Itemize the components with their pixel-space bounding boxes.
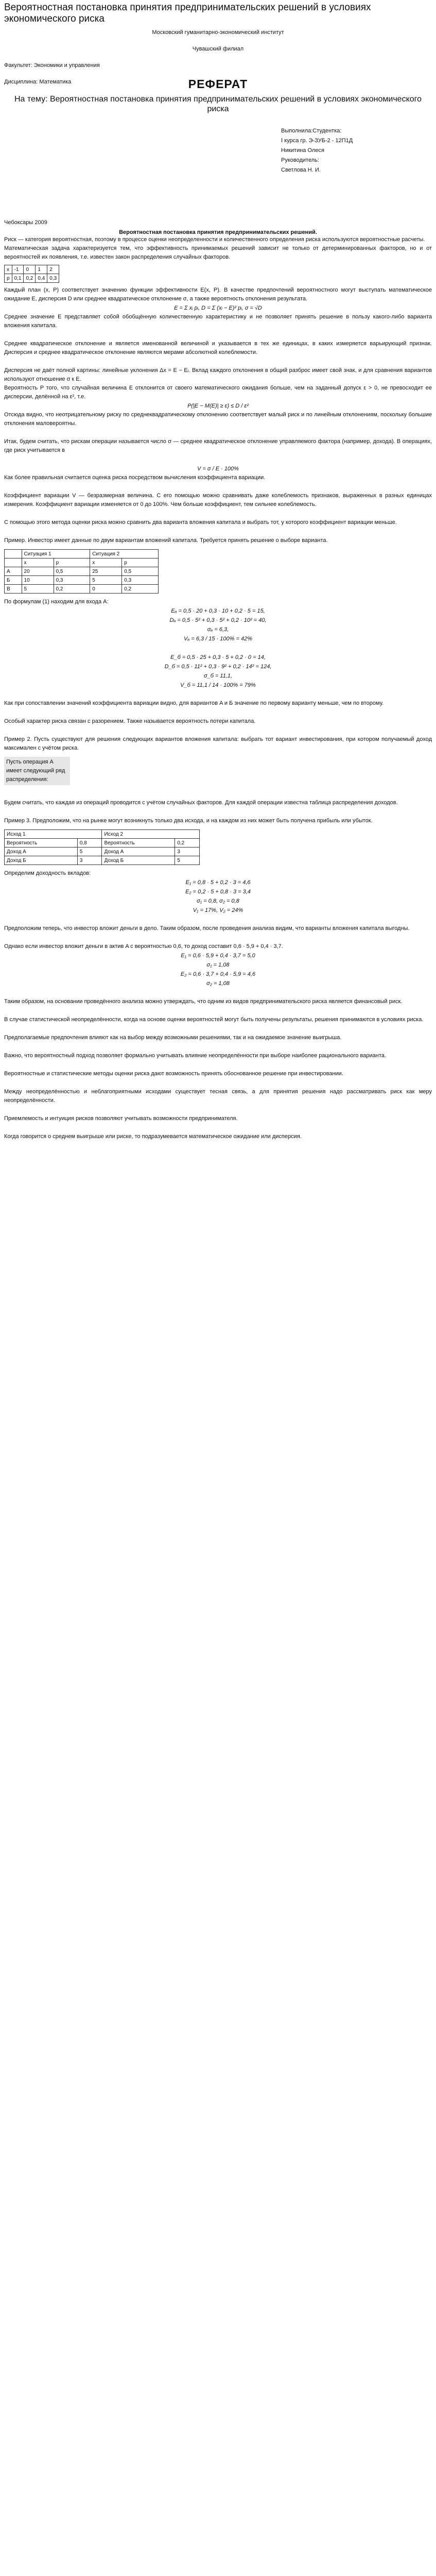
investment-table [4,549,432,594]
paragraph: Вероятность P того, что случайная величина E отклонится от своего математического ожидания больше, чем на заданный допуск ε > 0, не превосходит ее дисперсии, делённой на ε², т.е. [4,385,432,400]
institute-name: Московский гуманитарно-экономический институт [152,29,284,36]
table-cell: x [5,265,12,274]
paragraph: Определим доходность вкладов: [4,870,91,876]
performer-line-3: Никитина Олеся [281,147,324,154]
formula: σ₁ = 0,8, σ₂ = 0,8 [197,898,239,904]
table-cell: 0,3 [54,576,90,585]
paragraph: Пример. Инвестор имеет данные по двум вариантам вложений капитала. Требуется принять решение о выборе варианта. [4,537,328,544]
formula: E_б = 0,5 · 25 + 0,3 · 5 + 0,2 · 0 = 14, [170,654,266,660]
table-cell: 25 [90,567,122,576]
discipline-line: Дисциплина: Математика [4,79,72,85]
table-row [5,585,159,594]
table-header-cell: Ситуация 2 [90,550,159,558]
formula: Eₐ = 0,5 · 20 + 0,3 · 10 + 0,2 · 5 = 15, [171,608,265,614]
table-cell: Доход Б [5,856,78,865]
table-cell: Вероятность [5,839,78,848]
paragraph: Между неопределённостью и неблагоприятными исходами существует тесная связь, а для принятия решения надо рассматривать риск как меру неопределённости. [4,1089,432,1104]
table-cell: 3 [77,856,102,865]
table-cell: p [122,558,159,567]
table-cell: 0 [90,585,122,594]
table-cell: 0,5 [122,567,159,576]
paragraph: Как при сопоставлении значений коэффициента вариации видно, для вариантов A и Б значение по первому варианту меньше, чем по второму. [4,700,384,706]
table-cell: 1 [36,265,47,274]
formula: D_б = 0,5 · 11² + 0,3 · 9² + 0,2 · 14² = 124, [164,664,272,670]
table-cell: 5 [22,585,54,594]
table-cell: 0,2 [24,274,36,283]
paragraph: В случае статистической неопределённости, когда на основе оценки вероятностей могут быть получены результаты, решения принимаются в условиях риска. [4,1016,424,1023]
paragraph: Пример 3. Предположим, что на рынке могут возникнуть только два исхода, и на каждом из них может быть получена прибыль или убыток. [4,818,373,824]
table-row [5,576,159,585]
table-cell: Доход A [102,848,175,856]
table-header-cell: Исход 1 [5,830,102,839]
formula: σ_б = 11,1, [203,673,233,679]
city-year: Чебоксары 2009 [4,219,47,226]
paragraph: Предположим теперь, что инвестор вложит деньги в дело. Таким образом, после проведения анализа видим, что варианты вложения капитала выгодны. [4,925,410,931]
faculty-line: Факультет: Экономики и управления [4,62,100,69]
formula: Vₐ = 6,3 / 15 · 100% = 42% [184,636,252,642]
paragraph: Как более правильная считается оценка риска посредством вычисления коэффициента вариации. [4,474,266,481]
paragraph: Итак, будем считать, что рискам операции называется число σ — среднее квадратическое отклонение управляемого фактора (например, дохода). В операциях, где риск учитывается в [4,438,432,453]
paragraph: Коэффициент вариации V — безразмерная величина. С его помощью можно сравнивать даже колеблемость признаков, выраженных в разных единицах измерения. Коэффициент вариации изменяется от 0 до 100%. Чем больше коэффициент, тем сильнее колеблемость. [4,493,432,507]
paragraph: Пример 2. Пусть существуют для решения следующих вариантов вложения капитала: выбрать тот вариант инвестирования, при котором получаемый доход максимален с учётом риска. [4,736,432,751]
table-cell: 0,2 [175,839,200,848]
formula: P(|E − M(E)| ≥ ε) ≤ D / ε² [187,403,249,409]
distribution-table-small [4,265,432,283]
referat-heading: РЕФЕРАТ [188,77,248,91]
formula: Dₐ = 0,5 · 5² + 0,3 · 5² + 0,2 · 10² = 40, [169,617,267,623]
performer-block [281,126,353,175]
table-cell: Вероятность [102,839,175,848]
table-cell: 0,1 [12,274,24,283]
table-row [5,567,159,576]
branch-name: Чувашский филиал [192,46,244,52]
table-row [5,856,200,865]
formula: E₁ = 0,6 · 5,9 + 0,4 · 3,7 = 5,0 [181,953,255,959]
table-row [5,839,200,848]
table-cell: 0 [24,265,36,274]
formula: E₂ = 0,6 · 3,7 + 0,4 · 5,9 = 4,6 [180,971,256,977]
paragraph: Особый характер риска связан с разорением. Также называется вероятность потери капитала. [4,718,256,724]
table-header-cell [5,550,22,558]
section-heading: Вероятностная постановка принятия предпринимательских решений. [119,229,317,235]
table-cell [5,558,22,567]
formula: E₂ = 0,2 · 5 + 0,8 · 3 = 3,4 [185,889,251,895]
performer-line-2: Ⅰ курса гр. Э-ЗУБ-2 - 12П1Д [281,138,353,144]
table-cell: 10 [22,576,54,585]
table-cell: 5 [175,856,200,865]
page-title: Вероятностная постановка принятия предпринимательских решений в условиях экономического риска [4,2,371,24]
table-cell: 5 [90,576,122,585]
formula: V = σ / E · 100% [197,466,239,472]
table-cell: p [54,558,90,567]
table-cell: x [90,558,122,567]
paragraph: Дисперсия не даёт полной картины: линейные уклонения Δx = E − Eᵢ. Вклад каждого отклонения в общий разброс имеет свой знак, и для сравнения вариантов используют отношение σ к E. [4,367,432,382]
performer-line-5: Светлова Н. И. [281,167,321,173]
distribution-box: Пусть операция A имеет следующий ряд распределения: [4,757,70,785]
table-cell: Б [5,576,22,585]
table-cell: x [22,558,54,567]
formula: σₐ = 6,3, [207,626,229,633]
paragraph: Отсюда видно, что неотрицательному риску по среднеквадратическому отклонению соответствует малый риск и по линейным отклонениям, поскольку большие отклонения маловероятны. [4,412,432,427]
paragraph: Математическая задача характеризуется тем, что эффективность принимаемых решений зависит не только от детерминированных факторов, но и от вероятностей их появления, т.е. известен закон распределения случайных факторов. [4,245,432,260]
table-cell: 0,2 [122,585,159,594]
table-cell: 20 [22,567,54,576]
title-block [4,77,432,114]
paragraph: Среднее квадратическое отклонение и является именованной величиной и указывается в тех же единицах, в каких измеряется варьирующий признак. Дисперсия и среднее квадратическое отклонение являются мерами абсолютной колеблемости. [4,341,432,355]
paragraph: Таким образом, на основании проведённого анализа можно утверждать, что одним из видов предпринимательского риска является финансовый риск. [4,998,403,1005]
outcome-table [4,829,432,865]
table-cell: 0,4 [36,274,47,283]
formula: E₁ = 0,8 · 5 + 0,2 · 3 = 4,6 [185,879,251,886]
table-cell: 5 [77,848,102,856]
table-cell: A [5,567,22,576]
table-header-cell: Ситуация 1 [22,550,90,558]
table-cell: В [5,585,22,594]
paragraph: Предполагаемые предпочтения влияют как на выбор между возможными решениями, так и на ожидаемое значение выигрыша. [4,1035,342,1041]
table-cell: p [5,274,12,283]
table-cell: 0,3 [122,576,159,585]
paragraph: Когда говорится о среднем выигрыше или риске, то подразумевается математическое ожидание или дисперсия. [4,1133,302,1140]
table-row [5,848,200,856]
main-content [4,229,432,1141]
paragraph: С помощью этого метода оценки риска можно сравнить два варианта вложения капитала и выбрать тот, у которого коэффициент вариации меньше. [4,519,397,526]
table-cell: 0,2 [54,585,90,594]
paragraph: Будем считать, что каждая из операций проводится с учётом случайных факторов. Для каждой операции известна таблица распределения доходов. [4,800,398,806]
formula: σ₁ = 1,08 [206,962,230,968]
performer-line-1: Выполнила:Студентка: [281,128,342,134]
paragraph: Приемлемость и интуиция рисков позволяют учитывать возможности предпринимателя. [4,1115,238,1122]
table-cell: Доход Б [102,856,175,865]
table-cell: 0,8 [77,839,102,848]
paragraph: Риск — категория вероятностная, поэтому в процессе оценки неопределенности и количественного определения риска используются вероятностные расчеты. [4,236,425,243]
formula: E = Σ xᵢ pᵢ, D = Σ (xᵢ − E)² pᵢ, σ = √D [174,305,262,311]
table-cell: 2 [47,265,59,274]
table-cell: 0,3 [47,274,59,283]
paragraph: Вероятностные и статистические методы оценки риска дают возможность принять обоснованное решение при инвестировании. [4,1071,343,1077]
table-cell: Доход A [5,848,78,856]
formula: V_б = 11,1 / 14 · 100% = 79% [180,682,256,688]
topic-line: На тему: Вероятностная постановка принятия предпринимательских решений в условиях экономического риска [14,95,422,113]
table-cell: -1 [12,265,24,274]
paragraph: По формулам (1) находим для входа A: [4,599,109,605]
table-cell: 3 [175,848,200,856]
paragraph: Важно, что вероятностный подход позволяет формально учитывать влияние неопределённости при выборе наиболее рационального варианта. [4,1053,386,1059]
formula: σ₂ = 1,08 [206,980,230,987]
paragraph: Однако если инвестор вложит деньги в актив A с вероятностью 0,6, то доход составит 0,6 · 5,9 + 0,4 · 3,7. [4,943,283,950]
table-cell: 0,5 [54,567,90,576]
formula: V₁ = 17%, V₂ = 24% [193,907,243,913]
performer-line-4: Руководитель: [281,157,319,163]
table-header-cell: Исход 2 [102,830,200,839]
paragraph: Среднее значение E представляет собой обобщённую количественную характеристику и не позволяет принять решение в пользу какого-либо варианта вложения капитала. [4,314,432,329]
document-header [0,0,436,86]
paragraph: Каждый план (x, P) соответствует значению функции эффективности E(x, P). В качестве предпочтений вероятностного могут выступать математическое ожидание E, дисперсия D или среднее квадратическое отклонение σ, а также вероятность отклонения результата. [4,287,432,302]
